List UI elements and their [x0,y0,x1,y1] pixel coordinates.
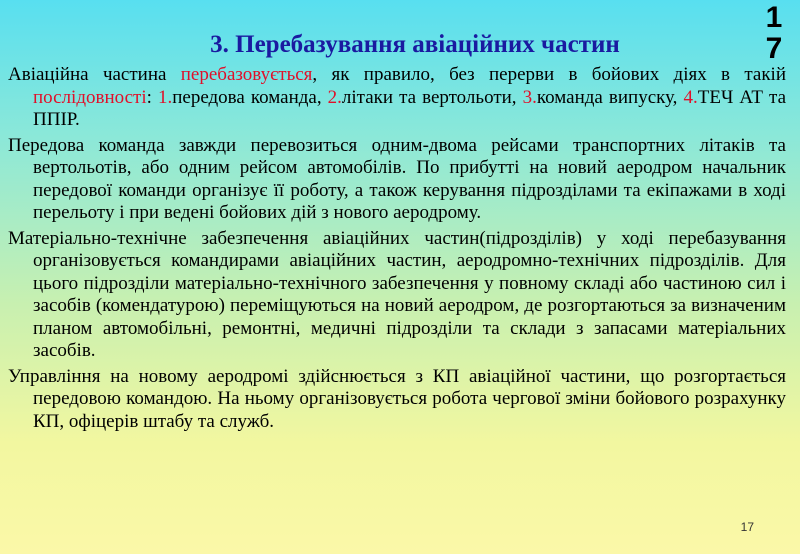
highlight-term: послідовності [33,86,147,108]
paragraph-advance-team: Передова команда завжди перевозиться одним-двома рейсами транспортних літаків та вертольотів, або одним рейсом автомобілів. По прибутті на новий аеродром начальник передової команди організує її роботу, а також керування підрозділами та екіпажами в ході перельоту і при ведені бойових дій з нового аеродрому. [8,134,786,223]
list-number: 2. [327,86,342,108]
paragraph-sequence [8,64,786,132]
paragraph-logistics: Матеріально-технічне забезпечення авіаційних частин(підрозділів) у ході перебазування організовується командирами авіаційних частин, аеродромно-технічних підрозділів. Для цього підрозділи матеріально-технічного забезпечення у повному складі або частиною сил і засобів (комендатурою) переміщуються на новий аеродром, де розгортаються за визначеним планом автомобільні, ремонтні, медичні підрозділи та склади з запасами матеріальних засобів. [8,227,786,361]
slide-title: 3. Перебазування авіаційних частин [210,31,620,58]
list-number: 3. [522,86,537,108]
slide-body [8,64,786,436]
paragraph-command: Управління на новому аеродромі здійснюється з КП авіаційної частини, що розгортається передовою командою. На ньому організовується робота чергової зміни бойового розрахунку КП, офіцерів штабу та служб. [8,365,786,432]
text-run: передова команда, [172,86,328,108]
list-number: 1. [157,86,173,108]
text-run: літаки та вертольоти, [341,86,523,108]
text-run: : [146,86,158,108]
footer-page-number: 17 [740,520,754,534]
text-run: ТЕЧ АТ та ППІР. [33,86,787,130]
text-run: , як правило, без перерви в бойових діях в такій [312,64,786,85]
slide-number-digit-1: 1 [765,1,783,34]
highlight-term: перебазовується [180,64,313,85]
list-number: 4. [683,86,698,108]
text-run: команда випуску, [536,86,684,108]
slide-number-digit-2: 7 [765,32,783,65]
text-run: Авіаційна частина [8,64,181,85]
